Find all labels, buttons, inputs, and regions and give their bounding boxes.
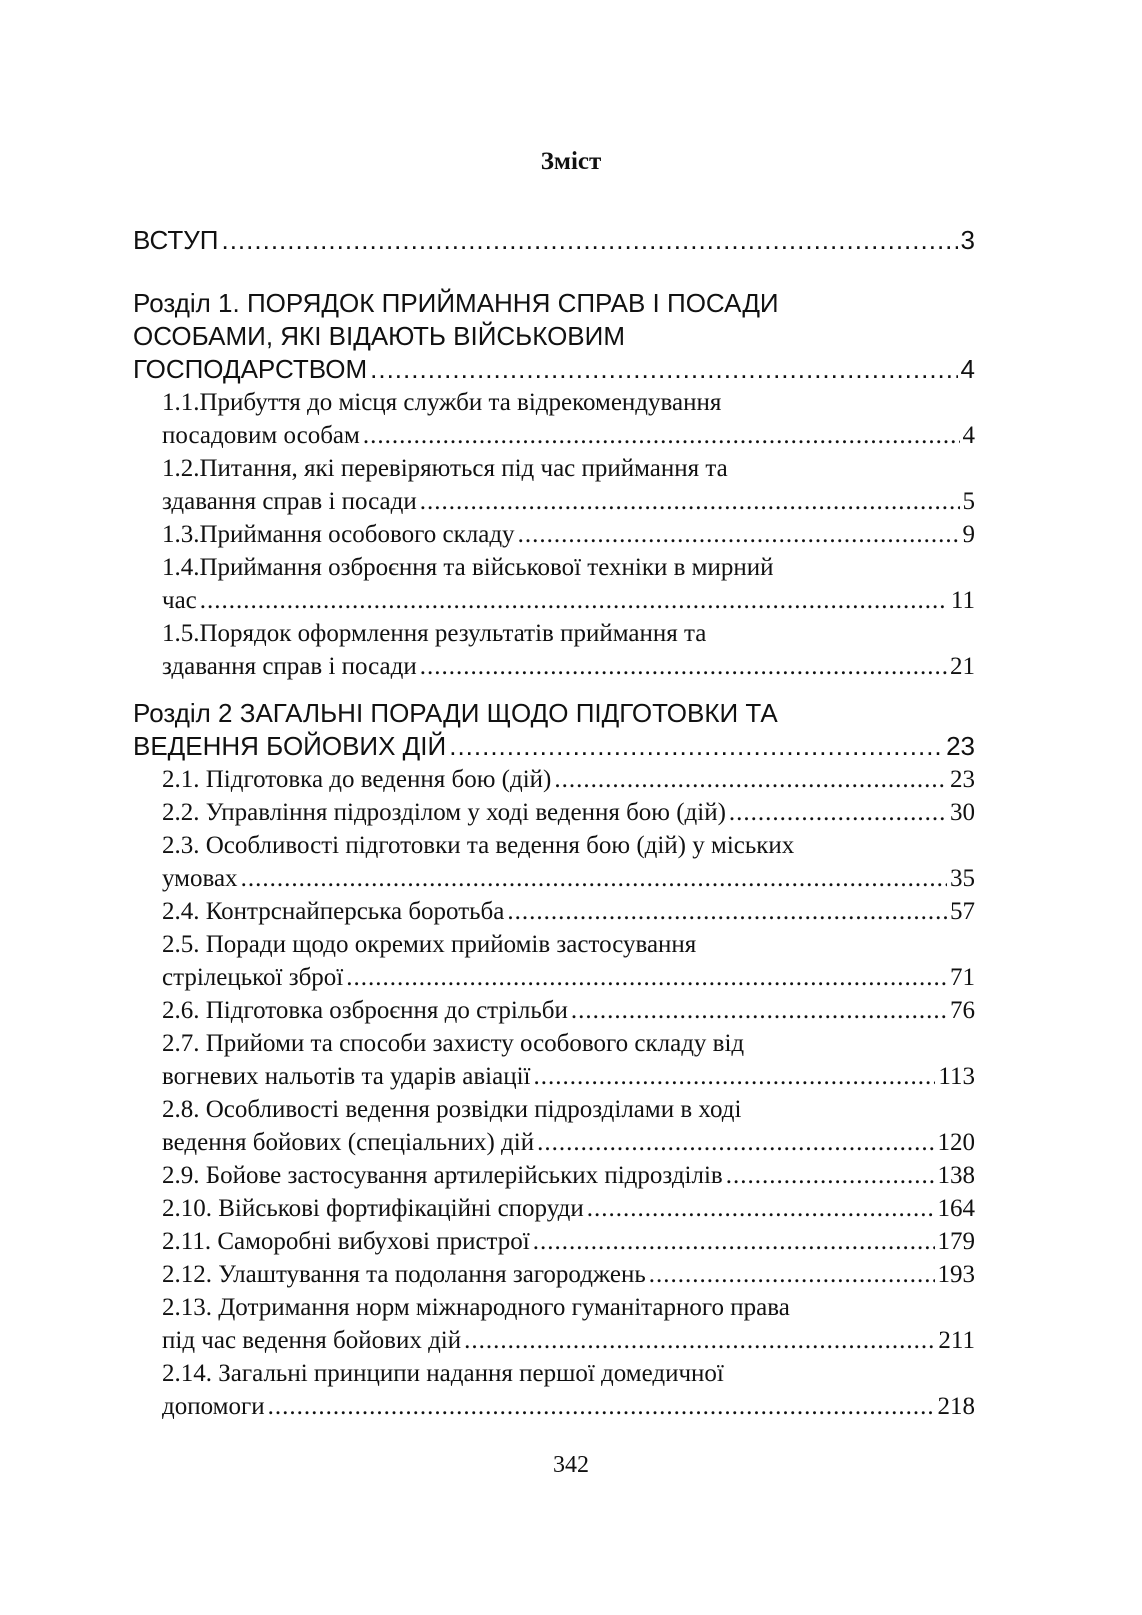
toc-entry-line [162,928,975,961]
toc-page-number: 21 [950,653,975,680]
toc-leader-dots [649,1258,935,1291]
toc-page-number: 23 [950,766,975,793]
toc-entry-line-last [162,1258,975,1291]
toc-page-number: 5 [962,488,975,515]
toc-leader-dots [449,730,943,763]
toc-leader-dots [507,895,947,928]
page-title: Зміст [540,148,602,175]
toc-entry-text: допомоги [162,1393,265,1420]
toc-page-number: 120 [937,1129,975,1156]
toc-entry-text: посадовим особам [162,422,360,449]
toc-entry-line-last [162,650,975,683]
toc-leader-dots [537,1126,934,1159]
toc-page-number: 211 [938,1327,975,1354]
toc-leader-dots [268,1390,935,1423]
toc-entry-line-last [162,763,975,796]
toc-leader-dots [533,1225,935,1258]
toc-entry-line [162,829,975,862]
toc-entry-line [162,1357,975,1390]
toc-page-number: 164 [937,1195,975,1222]
toc-leader-dots [587,1192,935,1225]
toc-entry-text: 1.1.Прибуття до місця служби та відрекомендування [162,389,722,416]
toc-entry-line-last [162,1060,975,1093]
toc-entry-line-last [162,584,975,617]
toc-entry-text: 2.7. Прийоми та способи захисту особового складу від [162,1030,745,1057]
toc-entry-text: 2.5. Поради щодо окремих прийомів застосування [162,931,697,958]
toc-page-number: 113 [938,1063,975,1090]
toc-entry-line-last [162,1324,975,1357]
toc-leader-dots [571,994,947,1027]
toc-page-number: 76 [950,997,975,1024]
toc-page-number: 57 [950,898,975,925]
toc-entry-text: умовах [162,865,238,892]
toc-entry-text: здавання справ і посади [162,488,417,515]
toc-entry-text: 2.2. Управління підрозділом у ході ведення бою (дій) [162,799,726,826]
toc-entry-line-last [162,1126,975,1159]
toc-entry-text: 1.4.Приймання озброєння та військової техніки в мирний [162,554,774,581]
toc-entry-text: 2.12. Улаштування та подолання загороджень [162,1261,646,1288]
toc-leader-dots [241,862,947,895]
toc-entry-text: вогневих нальотів та ударів авіації [162,1063,531,1090]
toc-page-number: 4 [960,354,975,384]
toc-entry-line-last [162,1225,975,1258]
toc-page-number: 35 [950,865,975,892]
toc-entry-line [133,287,975,320]
toc-page-number: 193 [937,1261,975,1288]
toc-entry-line [162,617,975,650]
toc-entry-text: здавання справ і посади [162,653,417,680]
toc-entry-text: 2.4. Контрснайперська боротьба [162,898,505,925]
toc-leader-dots [346,961,947,994]
toc-entry-line [162,1027,975,1060]
toc-entry-text: під час ведення бойових дій [162,1327,462,1354]
toc-entry-line-last [162,961,975,994]
toc-page-number: 218 [937,1393,975,1420]
toc-leader-dots [518,518,960,551]
toc-entry-line-last [162,1192,975,1225]
toc-entry-line-last [162,1159,975,1192]
toc-leader-dots [464,1324,935,1357]
toc-entry-text: 2.8. Особливості ведення розвідки підрозділами в ході [162,1096,742,1123]
toc-entry-text: 2.11. Саморобні вибухові пристрої [162,1228,530,1255]
toc-entry-line-last [162,1390,975,1423]
toc-entry-text: ГОСПОДАРСТВОМ [133,354,368,384]
toc-entry-text: 2.14. Загальні принципи надання першої домедичної [162,1360,724,1387]
toc-entry-line-last [162,796,975,829]
toc-entry-text: ведення бойових (спеціальних) дій [162,1129,535,1156]
toc-entry-text: 2.9. Бойове застосування артилерійських підрозділів [162,1162,723,1189]
toc-leader-dots [729,796,947,829]
toc-entry-text: ОСОБАМИ, ЯКІ ВІДАЮТЬ ВІЙСЬКОВИМ [133,321,625,351]
toc-entry-line [162,386,975,419]
toc-entry-text: час [162,587,197,614]
toc-entry-line [162,452,975,485]
toc-entry-line-last [162,485,975,518]
toc-entry-text: 2.6. Підготовка озброєння до стрільби [162,997,568,1024]
toc-entry-line-last [162,419,975,452]
toc-entry-text: 2.10. Військові фортифікаційні споруди [162,1195,584,1222]
toc-leader-dots [363,419,960,452]
toc-page-number: 71 [950,964,975,991]
page-number: 342 [553,1452,589,1478]
toc-leader-dots [221,224,957,257]
toc-page-number: 179 [937,1228,975,1255]
toc-page-number: 11 [950,587,975,614]
toc-entry-line-last [162,994,975,1027]
toc-entry-line [133,697,975,730]
toc-entry-text: 1.3.Приймання особового складу [162,521,515,548]
toc-entry-line-last [133,353,975,386]
toc-entry-line [162,1093,975,1126]
toc-entry-line-last [162,518,975,551]
toc-entry-text: 2.1. Підготовка до ведення бою (дій) [162,766,552,793]
toc-entry-line [162,1291,975,1324]
toc-entry-text: 1.5.Порядок оформлення результатів приймання та [162,620,707,647]
toc-entry-line-last [133,224,975,257]
toc-entry-line-last [133,730,975,763]
toc-entry-text: 2.13. Дотримання норм міжнародного гуманітарного права [162,1294,790,1321]
toc-leader-dots [370,353,957,386]
toc-page-number: 138 [937,1162,975,1189]
toc-entry-line-last [162,862,975,895]
toc-leader-dots [726,1159,935,1192]
toc-leader-dots [534,1060,936,1093]
toc-entry-line [133,320,975,353]
toc-entry-line [162,551,975,584]
toc-page-number: 30 [950,799,975,826]
toc-leader-dots [420,650,947,683]
toc-entry-text: 1.2.Питання, які перевіряються під час приймання та [162,455,728,482]
toc-entry-text: 2.3. Особливості підготовки та ведення бою (дій) у міських [162,832,795,859]
toc-page-number: 4 [962,422,975,449]
toc-entry-text: Розділ 1. ПОРЯДОК ПРИЙМАННЯ СПРАВ І ПОСАДИ [133,288,779,318]
toc-page-number: 9 [962,521,975,548]
toc-entry-text: стрілецької зброї [162,964,344,991]
toc-leader-dots [420,485,960,518]
toc-leader-dots [200,584,948,617]
toc-leader-dots [554,763,947,796]
toc-page-number: 23 [946,731,975,761]
toc-entry-line-last [162,895,975,928]
toc-entry-text: Розділ 2 ЗАГАЛЬНІ ПОРАДИ ЩОДО ПІДГОТОВКИ ТА [133,698,778,728]
toc-entry-text: ВСТУП [133,225,219,255]
toc-page-number: 3 [960,225,975,255]
toc-entry-text: ВЕДЕННЯ БОЙОВИХ ДІЙ [133,731,447,761]
